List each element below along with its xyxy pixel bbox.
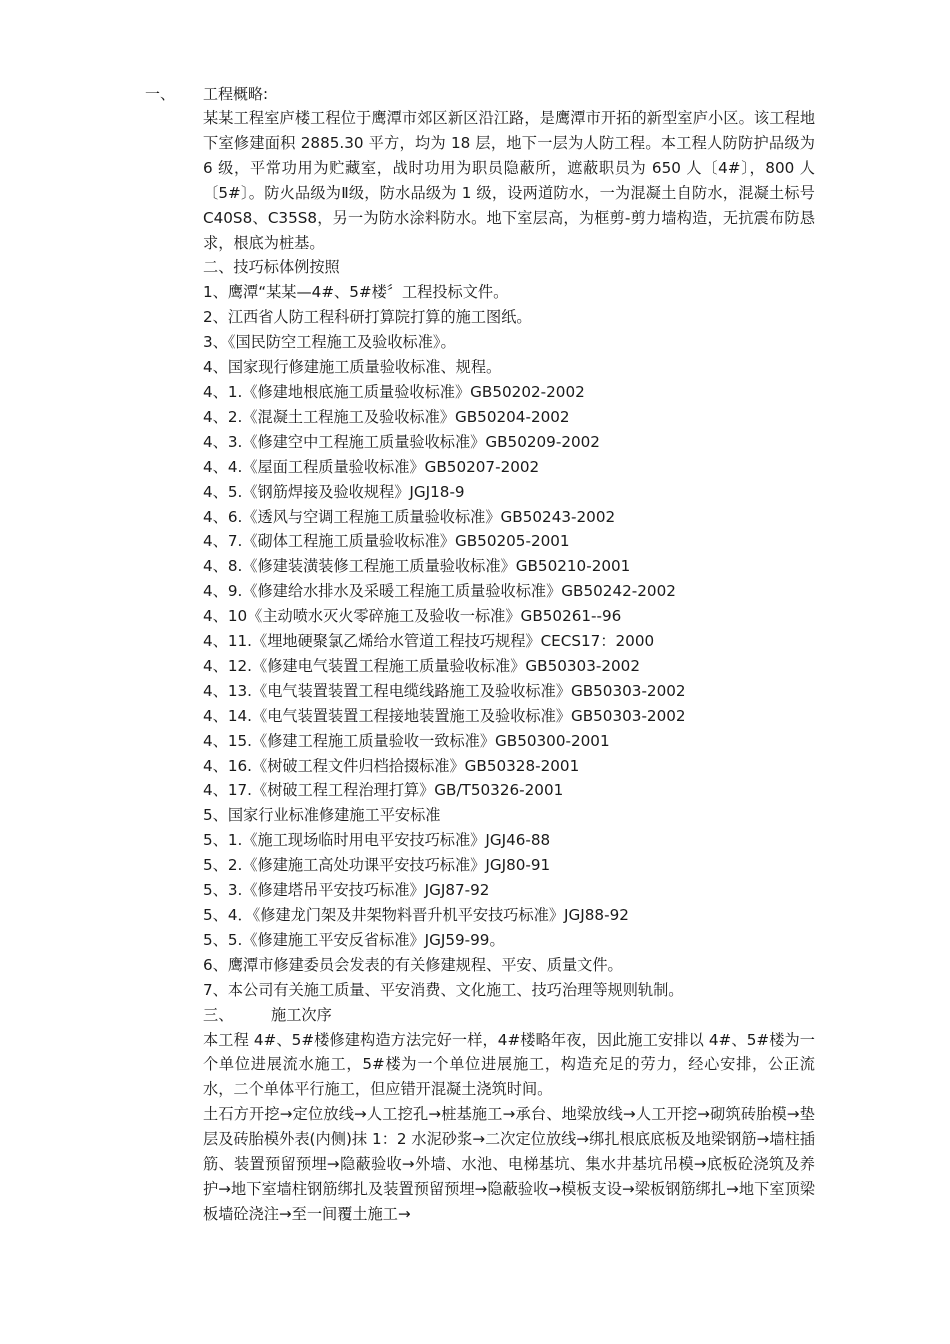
list-item: 5、3.《修建塔吊平安技巧标准》JGJ87-92: [203, 881, 490, 900]
list-item: 4、10《主动喷水灭火零碎施工及验收一标准》GB50261--96: [203, 607, 622, 626]
section2-list: [203, 280, 815, 1002]
list-item: 4、8.《修建装潢装修工程施工质量验收标准》GB50210-2001: [203, 557, 631, 576]
list-item: 5、1.《施工现场临时用电平安技巧标准》JGJ46-88: [203, 831, 551, 850]
list-item: 4、15.《修建工程施工质量验收一致标准》GB50300-2001: [203, 731, 610, 750]
list-item: 4、6.《透风与空调工程施工质量验收标准》GB50243-2002: [203, 507, 616, 526]
section1-title: 工程概略:: [203, 85, 269, 103]
list-item: 7、本公司有关施工质量、平安消费、文化施工、技巧治理等规则轨制。: [203, 980, 684, 999]
list-item: 4、国家现行修建施工质量验收标准、规程。: [203, 358, 502, 377]
list-item: 4、4.《屋面工程质量验收标准》GB50207-2002: [203, 457, 540, 476]
list-item: 1、鹰潭“某某—4#、5#楼〞工程投标文件。: [203, 283, 509, 302]
list-item: 2、江西省人防工程科研打算院打算的施工图纸。: [203, 308, 532, 327]
list-item: 4、14.《电气装置装置工程接地装置施工及验收标准》GB50303-2002: [203, 706, 686, 725]
section1-heading: [145, 82, 268, 106]
list-item: 4、13.《电气装置装置工程电缆线路施工及验收标准》GB50303-2002: [203, 681, 686, 700]
section1-number: 一、: [145, 85, 176, 103]
list-item: 5、4．《修建龙门架及井架物料晋升机平安技巧标准》JGJ88-92: [203, 906, 629, 924]
list-item: 5、国家行业标准修建施工平安标准: [203, 806, 441, 825]
list-item: 5、2.《修建施工高处功课平安技巧标准》JGJ80-91: [203, 856, 551, 875]
section3-title: 施工次序: [271, 1005, 332, 1024]
list-item: 4、9.《修建给水排水及采暖工程施工质量验收标准》GB50242-2002: [203, 582, 676, 601]
list-item: 4、17.《树破工程工程治理打算》GB/T50326-2001: [203, 781, 564, 800]
list-item: 5、5.《修建施工平安反省标准》JGJ59-99。: [203, 930, 505, 949]
list-item: 4、1.《修建地根底施工质量验收标准》GB50202-2002: [203, 382, 585, 401]
section3-paragraph-1: 本工程 4#、5#楼修建构造方法完好一样，4#楼略年夜，因此施工安排以 4#、5#楼为一个单位进展流水施工，5#楼为一个单位进展施工，构造充足的劳力，经心安排，公正流水，二个单体平行施工，但应错开混凝土浇筑时间。: [203, 1030, 815, 1099]
section3-number: 三、: [203, 1005, 234, 1024]
list-item: 6、鹰潭市修建委员会发表的有关修建规程、平安、质量文件。: [203, 955, 623, 974]
list-item: 4、16.《树破工程文件归档拾掇标准》GB50328-2001: [203, 756, 580, 775]
section3-paragraph-2: 土石方开挖→定位放线→人工挖孔→桩基施工→承台、地梁放线→人工开挖→砌筑砖胎模→垫层及砖胎模外表(内侧)抹 1：2 水泥砂浆→二次定位放线→绑扎根底底板及地梁钢筋→墙柱插筋、装置预留预埋→隐蔽验收→外墙、水池、电梯基坑、集水井基坑吊模→底板砼浇筑及养护→地下室墙柱钢筋绑扎及装置预留预埋→隐蔽验收→模板支设→梁板钢筋绑扎→地下室顶梁板墙砼浇注→至一间覆土施工→: [203, 1105, 815, 1223]
list-item: 4、2.《混凝土工程施工及验收标准》GB50204-2002: [203, 407, 570, 426]
list-item: 4、5.《钢筋焊接及验收规程》JGJ18-9: [203, 482, 465, 501]
list-item: 4、7.《砌体工程施工质量验收标准》GB50205-2001: [203, 532, 570, 551]
list-item: 4、12.《修建电气装置工程施工质量验收标准》GB50303-2002: [203, 656, 641, 675]
list-item: 4、3.《修建空中工程施工质量验收标准》GB50209-2002: [203, 432, 600, 451]
list-item: 3、《国民防空工程施工及验收标准》。: [203, 333, 456, 352]
list-item: 4、11.《埋地硬聚氯乙烯给水管道工程技巧规程》CECS17：2000: [203, 632, 655, 651]
section2-heading: 二、技巧标体例按照: [203, 258, 340, 277]
document-body: [203, 106, 815, 1227]
section3-heading: [203, 1003, 815, 1028]
section1-paragraph: 某某工程室庐楼工程位于鹰潭市郊区新区沿江路，是鹰潭市开拓的新型室庐小区。该工程地下室修建面积 2885.30 平方，均为 18 层，地下一层为人防工程。本工程人防防护品级为 6 级，平常功用为贮藏室，战时功用为职员隐蔽所，遮蔽职员为 650 人〔4#〕，800 人〔5#〕。防火品级为Ⅱ级，防水品级为 1 级，设两道防水，一为混凝土自防水，混凝土标号 C40S8、C35S8，另一为防水涂料防水。地下室层高，为框剪-剪力墙构造，无抗震布防恳求，根底为桩基。: [203, 109, 815, 252]
